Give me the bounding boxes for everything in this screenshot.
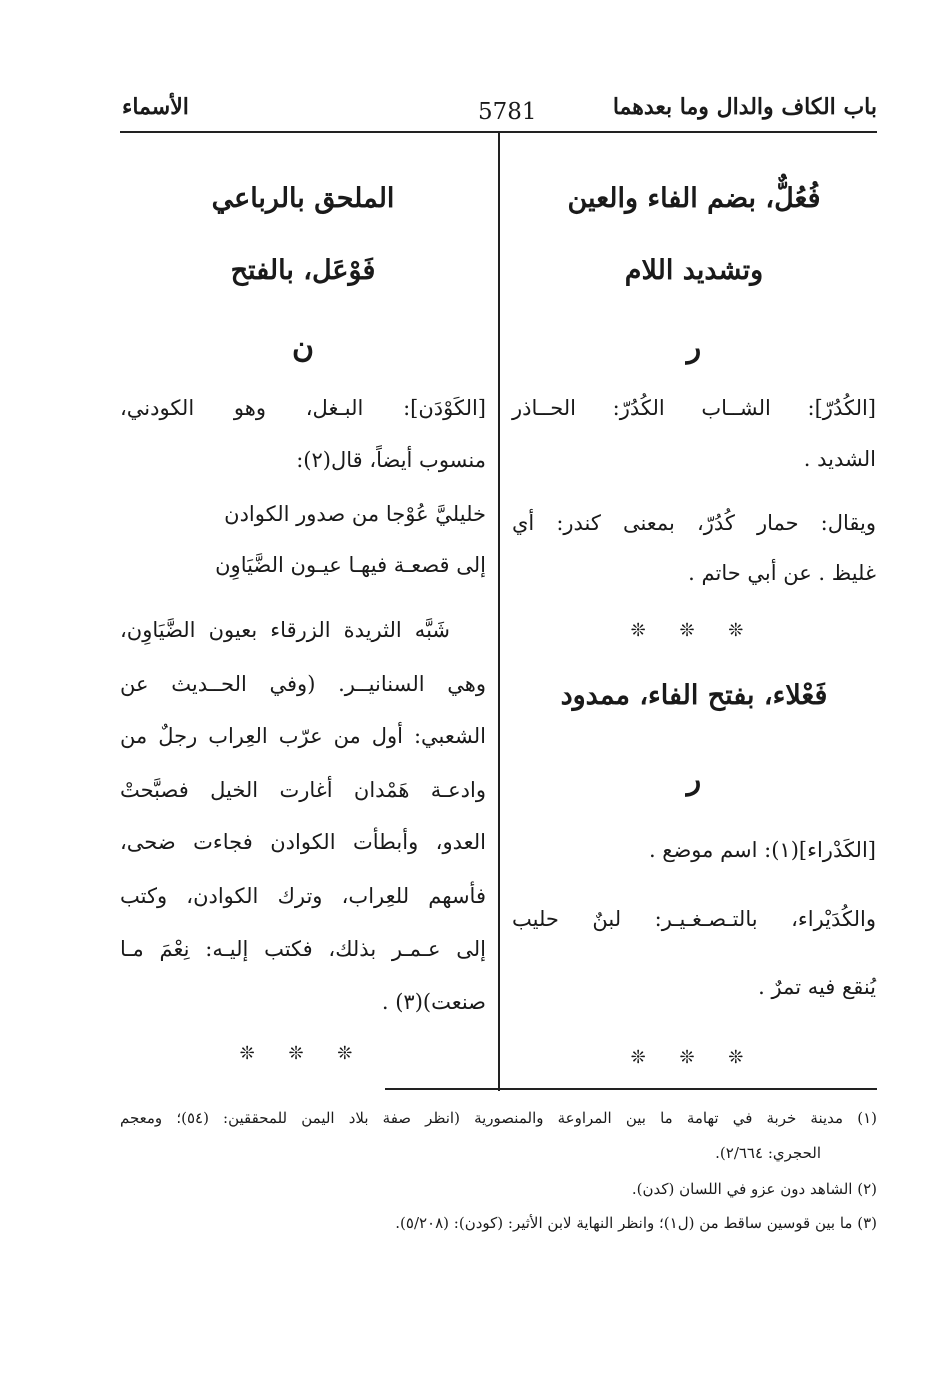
entry-line: [الكُدُرّ]: الشــاب الكُدُرّ: الحــاذر bbox=[512, 396, 876, 420]
section-separator-stars: ❊ ❊ ❊ bbox=[239, 1043, 367, 1064]
section-title-mulhaq: الملحق بالرباعي bbox=[211, 183, 395, 214]
section-title-fuull-2: وتشديد اللام bbox=[624, 255, 764, 286]
root-letter-ra-2: ر bbox=[686, 762, 702, 797]
section-title-fawal: فَوْعَل، بالفتح bbox=[230, 255, 376, 286]
page-number: 5781 bbox=[478, 99, 537, 125]
section-separator-stars: ❊ ❊ ❊ bbox=[630, 620, 758, 641]
footnote-2: (٢) الشاهد دون عزو في اللسان (كدن). bbox=[631, 1180, 877, 1198]
entry-line: [الكَوْدَن]: البـغل، وهو الكودني، bbox=[120, 396, 486, 420]
section-separator-stars: ❊ ❊ ❊ bbox=[630, 1047, 758, 1068]
entry-line: غليظ . عن أبي حاتم . bbox=[688, 561, 876, 585]
entry-line: ويقال: حمار كُدُرّ، بمعنى كندر: أي bbox=[512, 511, 876, 535]
entry-line: الشعبي: أول من عرّب العِراب رجلٌ من bbox=[120, 724, 486, 748]
section-title-falaa: فَعْلاء، بفتح الفاء، ممدود bbox=[560, 680, 828, 711]
entry-line: [الكَدْراء](١): اسم موضع . bbox=[648, 838, 876, 862]
running-head-right: باب الكاف والدال وما بعدهما bbox=[612, 94, 877, 120]
entry-line: وهي السنانيــر. (وفي الحــديث عن bbox=[120, 672, 486, 696]
footnote-1: (١) مدينة خربة في تهامة ما بين المراوعة والمنصورية (انظر صفة بلاد اليمن للمحققين: (٥٤)؛ ومعجم bbox=[120, 1109, 877, 1127]
footnote-rule bbox=[385, 1088, 877, 1090]
entry-line: إلى عـمـر بذلك، فكتب إليـه: نِعْمَ مـا bbox=[120, 937, 486, 961]
entry-line: وادعـة هَمْدان أغارت الخيل فصبَّحتْ bbox=[120, 778, 486, 802]
root-letter-ra: ر bbox=[686, 330, 702, 365]
entry-line: شَبَّه الثريدة الزرقاء بعيون الضَّيَاوِن، bbox=[120, 618, 450, 642]
column-divider bbox=[498, 131, 500, 1091]
running-head-left: الأسماء bbox=[122, 94, 189, 120]
verse-line: إلى قصعـة فيهـا عيـون الضَّيَاوِن bbox=[215, 553, 486, 577]
entry-line: صنعت)(٣) . bbox=[381, 990, 486, 1014]
entry-line: الشديد . bbox=[803, 447, 876, 471]
section-title-fuull: فُعُلٌّ، بضم الفاء والعين bbox=[567, 183, 821, 214]
entry-line: يُنقع فيه تمرٌ . bbox=[758, 975, 876, 999]
entry-line: منسوب أيضاً، قال(٢): bbox=[296, 448, 486, 472]
root-letter-nun: ن bbox=[291, 330, 315, 365]
entry-line: فأسهم للعِراب، وترك الكوادن، وكتب bbox=[120, 884, 486, 908]
footnote-1-cont: الحجري: ٢/٦٦٤). bbox=[715, 1144, 821, 1162]
verse-line: خليليَّ عُوْجا من صدور الكوادن bbox=[224, 502, 486, 526]
entry-line: العدو، وأبطأت الكوادن فجاءت ضحى، bbox=[120, 830, 486, 854]
entry-line: والكُدَيْراء، بالتـصـغـيـر: لبنٌ حليب bbox=[512, 907, 876, 931]
footnote-3: (٣) ما بين قوسين ساقط من (ل١)؛ وانظر النهاية لابن الأثير: (كودن): (٥/٢٠٨). bbox=[395, 1214, 877, 1232]
